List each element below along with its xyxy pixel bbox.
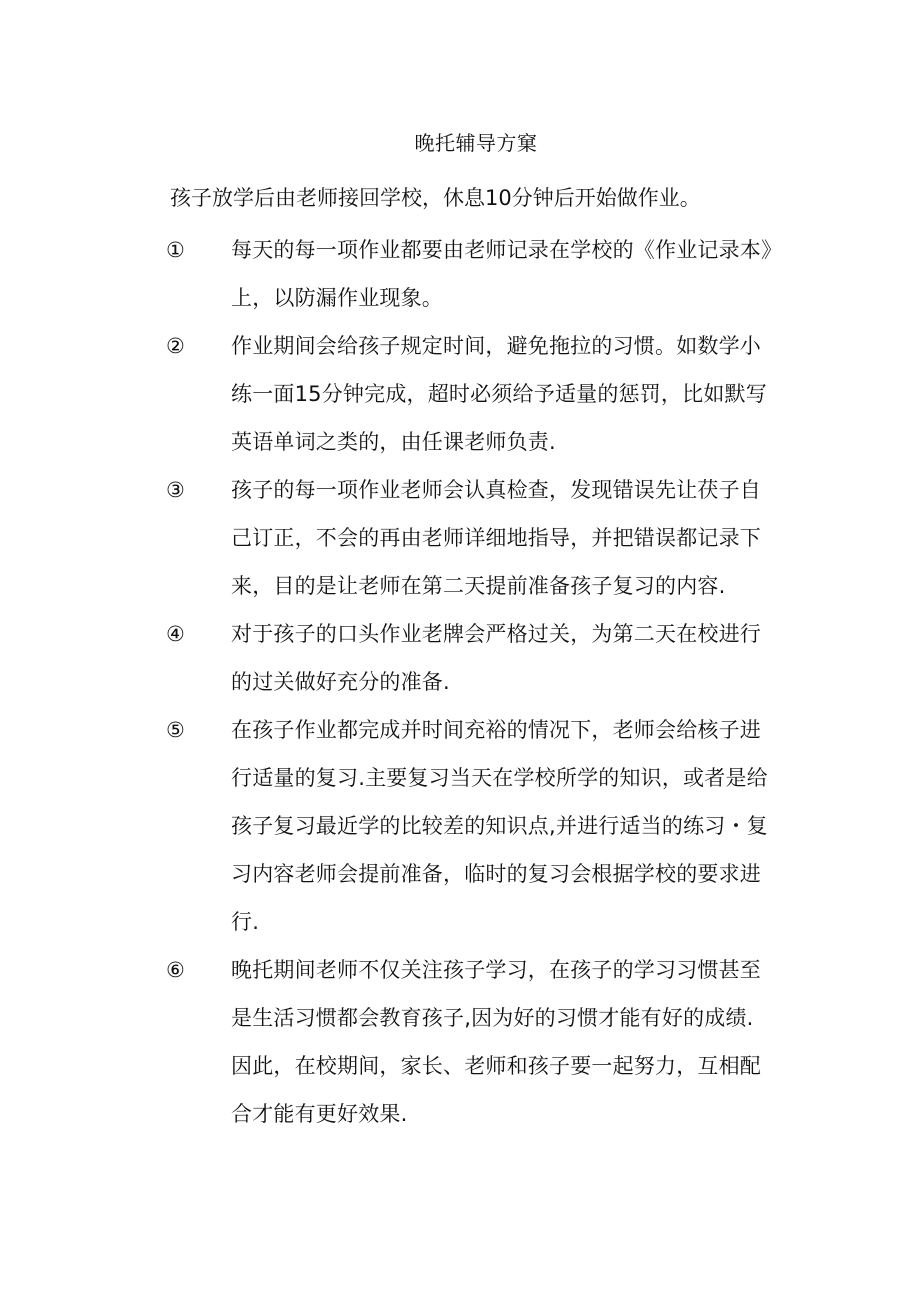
document-title: 晚托辅导方窠 (414, 131, 538, 155)
item-6-line: 因此，在校期间，家长、老师和孩子要一起努力，互相配 (231, 1054, 761, 1078)
item-1-line: 每天的每一项作业都要由老师记录在学校的《作业记录本》 (231, 238, 783, 262)
item-4-line: 的过关做好充分的准备. (231, 670, 450, 694)
item-number-2: ② (166, 334, 185, 358)
item-number-4: ④ (166, 622, 185, 646)
item-3-line: 来，目的是让老师在第二天提前准备孩子复习的内容. (231, 574, 726, 598)
item-3-line: 孩子的每一项作业老师会认真检查，发现错误先让茯子自 (231, 478, 761, 502)
item-2-line: 作业期间会给孩子规定时间，避免拖拉的习惯。如数学小 (231, 334, 761, 358)
item-number-1: ① (166, 238, 185, 262)
item-number-5: ⑤ (166, 718, 185, 742)
item-2-line: 英语单词之类的，由任课老师负责. (231, 430, 556, 454)
item-6-line: 晚托期间老师不仅关注孩子学习，在孩子的学习习惯甚至 (231, 958, 761, 982)
item-text-1 (231, 226, 811, 322)
item-5-line: 在孩子作业都完成并时间充裕的情况下，老师会给核子进 (231, 718, 761, 742)
intro-paragraph: 孩子放学后由老师接回学校，休息10分钟后开始做作业。 (170, 186, 701, 210)
item-5-line: 行适量的复习.主要复习当天在学校所学的知识，或者是给 (231, 766, 768, 790)
item-text-5 (231, 706, 811, 946)
item-1-line: 上，以防漏作业现象。 (231, 286, 443, 310)
item-5-line: 孩子复习最近学的比较差的知识点,并进行适当的练习・复 (231, 814, 768, 838)
item-text-2 (231, 322, 811, 466)
item-2-line: 练一面15分钟完成，超时必须给予适量的惩罚，比如默写 (231, 382, 767, 406)
item-5-line: 习内容老师会提前准备，临时的复习会根据学校的要求进 (231, 862, 761, 886)
item-number-3: ③ (166, 478, 185, 502)
item-6-line: 合才能有更好效果. (231, 1102, 408, 1126)
item-text-4 (231, 610, 811, 706)
item-5-line: 行. (231, 910, 260, 934)
item-text-6 (231, 946, 811, 1138)
item-number-6: ⑥ (166, 958, 185, 982)
item-text-3 (231, 466, 811, 610)
item-3-line: 己订正，不会的再由老师详细地指导，并把错误都记录下 (231, 526, 761, 550)
item-6-line: 是生活习惯都会教育孩子,因为好的习惯才能有好的成绩. (231, 1006, 754, 1030)
item-4-line: 对于孩子的口头作业老牌会严格过关，为第二天在校进行 (231, 622, 761, 646)
